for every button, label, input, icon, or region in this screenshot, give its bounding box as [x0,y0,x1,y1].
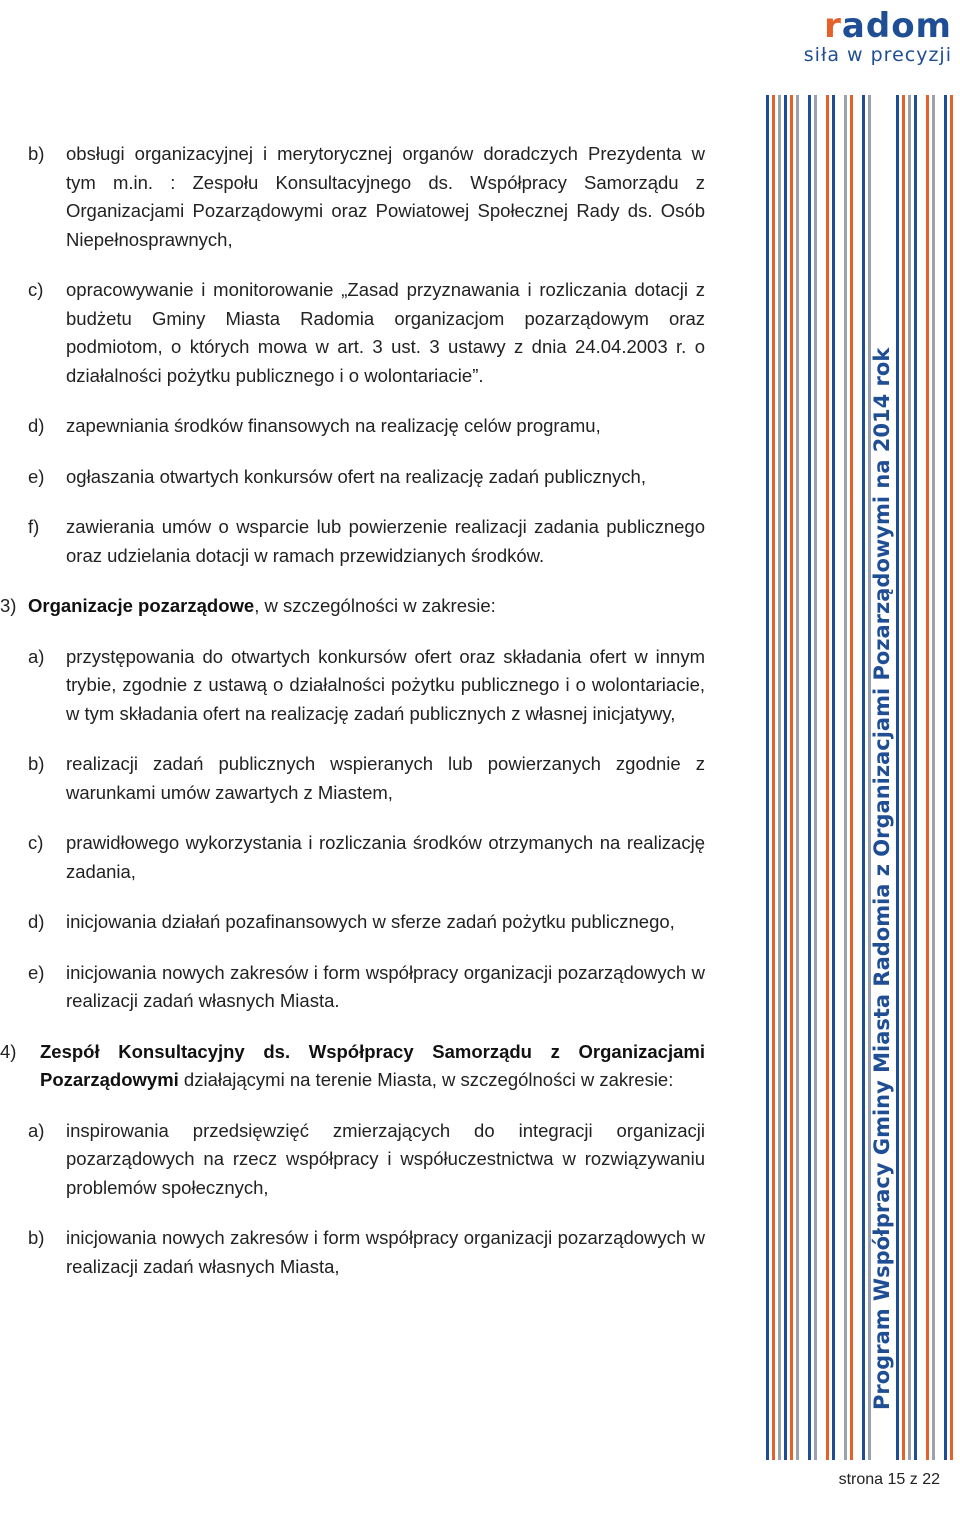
list-item: e) ogłaszania otwartych konkursów ofert na realizację zadań publicznych, [28,465,646,487]
document-body [0,140,705,1303]
list-item: b) obsługi organizacyjnej i merytorycznej organów doradczych Prezydenta w tym m.in. : Zespołu Konsultacyjnego ds. Współpracy Samorządu z Organizacjami Pozarządowymi oraz Powiatowej Społecznej Rady ds. Osób Niepełnosprawnych, [28,143,705,250]
stripe [826,95,829,1460]
stripe [790,95,793,1460]
stripe [796,95,799,1460]
stripe [766,95,769,1460]
list-item: f) zawierania umów o wsparcie lub powierzenie realizacji zadania publicznego oraz udzielania dotacji w ramach przewidzianych środków. [28,516,705,566]
stripe [832,95,835,1460]
list-item: e) inicjowania nowych zakresów i form współpracy organizacji pozarządowych w realizacji zadań własnych Miasta. [28,961,705,1011]
list-item: b) realizacji zadań publicznych wspieranych lub powierzanych zgodnie z warunkami umów zawartych z Miastem, [28,753,705,803]
stripe [814,95,817,1460]
logo-tagline: siła w precyzji [803,44,952,66]
stripe [932,95,935,1460]
list-item: a) przystępowania do otwartych konkursów ofert oraz składania ofert w innym trybie, zgodnie z ustawą o działalności pożytku publicznego i o wolontariacie, w tym składania ofert na realizację zadań publicznych z własnej inicjatywy, [28,645,705,724]
decorative-stripes [766,95,956,1460]
list-item: b) inicjowania nowych zakresów i form współpracy organizacji pozarządowych w realizacji zadań własnych Miasta, [28,1227,705,1277]
stripe [908,95,911,1460]
stripe [950,95,953,1460]
stripe [926,95,929,1460]
stripe [944,95,947,1460]
stripe [862,95,865,1460]
radom-logo [752,8,952,70]
stripe [808,95,811,1460]
stripe [844,95,847,1460]
stripe [902,95,905,1460]
logo-wordmark: radom [824,6,952,46]
stripe [914,95,917,1460]
stripe [778,95,781,1460]
section-heading: 3) Organizacje pozarządowe, w szczególności w zakresie: [0,595,496,616]
sidebar-program-title: Program Współpracy Gminy Miasta Radomia z Organizacjami Pozarządowymi na 2014 rok [870,347,894,1410]
list-item: d) inicjowania działań pozafinansowych w sferze zadań pożytku publicznego, [28,911,675,932]
list-item: a) inspirowania przedsięwzięć zmierzających do integracji organizacji pozarządowych na rzecz współpracy i współuczestnictwa w rozwiązywaniu problemów społecznych, [28,1119,705,1198]
section-heading: 4) Zespół Konsultacyjny ds. Współpracy Samorządu z Organizacjami Pozarządowymi działającymi na terenie Miasta, w szczególności w zakresie: [0,1040,705,1090]
stripe [850,95,853,1460]
list-item: c) opracowywanie i monitorowanie „Zasad przyznawania i rozliczania dotacji z budżetu Gminy Miasta Radomia organizacjom pozarządowym oraz podmiotom, o których mowa w art. 3 ust. 3 ustawy z dnia 24.04.2003 r. o działalności pożytku publicznego i o wolontariacie”. [28,279,705,386]
list-item: d) zapewniania środków finansowych na realizację celów programu, [28,415,601,436]
stripe [784,95,787,1460]
stripe [772,95,775,1460]
stripe [896,95,899,1460]
page-number: strona 15 z 22 [838,1471,940,1488]
list-item: c) prawidłowego wykorzystania i rozliczania środków otrzymanych na realizację zadania, [28,832,705,882]
